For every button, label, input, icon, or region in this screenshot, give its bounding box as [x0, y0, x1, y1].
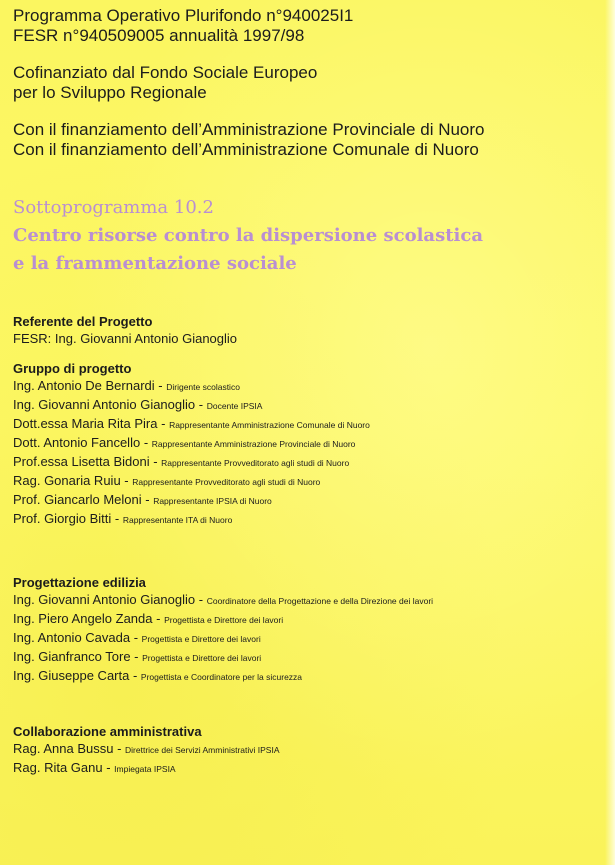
document-content — [13, 6, 607, 778]
subprogram-line-2: e la frammentazione sociale — [13, 253, 297, 274]
member-name: Prof. Giancarlo Meloni — [13, 492, 142, 507]
gruppo-list — [13, 377, 607, 529]
header-line-3: Cofinanziato dal Fondo Sociale Europeo — [13, 63, 318, 82]
header-line-1: Programma Operativo Plurifondo n°940025I1 — [13, 6, 354, 25]
member-role: Direttrice dei Servizi Amministrativi IPSIA — [125, 745, 280, 755]
member-name: Ing. Giuseppe Carta — [13, 668, 130, 683]
member-role: Progettista e Direttore dei lavori — [164, 615, 284, 625]
header-line-5: Con il finanziamento dell’Amministrazione Provinciale di Nuoro — [13, 120, 485, 139]
member-name: Ing. Piero Angelo Zanda — [13, 611, 153, 626]
header-line-2: FESR n°940509005 annualità 1997/98 — [13, 26, 305, 45]
separator: - — [195, 397, 207, 412]
member-row — [13, 648, 607, 667]
member-row — [13, 396, 607, 415]
member-role: Coordinatore della Progettazione e della Direzione dei lavori — [206, 596, 434, 606]
member-role: Rappresentante IPSIA di Nuoro — [153, 496, 272, 506]
member-role: Rappresentante Provveditorato agli studi di Nuoro — [161, 458, 350, 468]
member-name: Ing. Antonio Cavada — [13, 630, 131, 645]
member-name: Dott.essa Maria Rita Pira — [13, 416, 158, 431]
separator: - — [149, 454, 162, 469]
subprogram-block — [13, 194, 607, 278]
member-role: Rappresentante Provveditorato agli studi di Nuoro — [132, 477, 321, 487]
member-role: Progettista e Direttore dei lavori — [142, 653, 262, 663]
member-name: Prof. Giorgio Bitti — [13, 511, 112, 526]
member-role: Rappresentante Amministrazione Provinciale di Nuoro — [151, 439, 356, 449]
member-name: Ing. Antonio De Bernardi — [13, 378, 155, 393]
separator: - — [195, 592, 207, 607]
member-row — [13, 629, 607, 648]
member-role: Dirigente scolastico — [166, 382, 240, 392]
program-header — [13, 6, 607, 46]
separator: - — [102, 760, 115, 775]
separator: - — [140, 435, 152, 450]
edilizia-list — [13, 591, 607, 686]
member-row — [13, 510, 607, 529]
separator: - — [157, 416, 170, 431]
separator: - — [141, 492, 154, 507]
member-role: Rappresentante ITA di Nuoro — [122, 515, 233, 525]
separator: - — [111, 511, 123, 526]
funding-block — [13, 120, 607, 160]
member-role: Progettista e Coordinatore per la sicurezza — [140, 672, 303, 682]
referente-text: FESR: Ing. Giovanni Antonio Gianoglio — [13, 331, 238, 346]
separator: - — [154, 378, 167, 393]
amministrativa-section — [13, 724, 607, 778]
amministrativa-title: Collaborazione amministrativa — [13, 724, 202, 739]
member-row — [13, 434, 607, 453]
subprogram-title: Sottoprogramma 10.2 — [13, 197, 214, 218]
subprogram-line-1: Centro risorse contro la dispersione scolastica — [13, 225, 483, 246]
member-name: Rag. Anna Bussu — [13, 741, 114, 756]
member-name: Dott. Antonio Fancello — [13, 435, 141, 450]
member-row — [13, 453, 607, 472]
member-role: Docente IPSIA — [206, 401, 263, 411]
edilizia-section — [13, 575, 607, 686]
gruppo-section — [13, 361, 607, 529]
member-role: Impiegata IPSIA — [114, 764, 176, 774]
member-row — [13, 610, 607, 629]
amministrativa-list — [13, 740, 607, 778]
separator: - — [152, 611, 165, 626]
gruppo-title: Gruppo di progetto — [13, 361, 132, 376]
member-name: Ing. Giovanni Antonio Gianoglio — [13, 397, 196, 412]
member-row — [13, 472, 607, 491]
member-name: Prof.essa Lisetta Bidoni — [13, 454, 150, 469]
member-row — [13, 491, 607, 510]
member-row — [13, 591, 607, 610]
referente-section — [13, 314, 607, 347]
separator: - — [113, 741, 126, 756]
header-line-6: Con il finanziamento dell’Amministrazione Comunale di Nuoro — [13, 140, 479, 159]
member-name: Ing. Giovanni Antonio Gianoglio — [13, 592, 196, 607]
member-role: Progettista e Direttore dei lavori — [141, 634, 261, 644]
member-row — [13, 740, 607, 759]
member-row — [13, 415, 607, 434]
separator: - — [129, 668, 141, 683]
referente-title: Referente del Progetto — [13, 314, 153, 329]
separator: - — [130, 649, 143, 664]
member-row — [13, 759, 607, 778]
edilizia-title: Progettazione edilizia — [13, 575, 146, 590]
member-row — [13, 377, 607, 396]
member-role: Rappresentante Amministrazione Comunale di Nuoro — [169, 420, 370, 430]
separator: - — [130, 630, 142, 645]
member-name: Ing. Gianfranco Tore — [13, 649, 131, 664]
separator: - — [120, 473, 133, 488]
member-name: Rag. Rita Ganu — [13, 760, 103, 775]
header-line-4: per lo Sviluppo Regionale — [13, 83, 207, 102]
member-name: Rag. Gonaria Ruiu — [13, 473, 121, 488]
cofinancing-block — [13, 63, 607, 103]
member-row — [13, 667, 607, 686]
